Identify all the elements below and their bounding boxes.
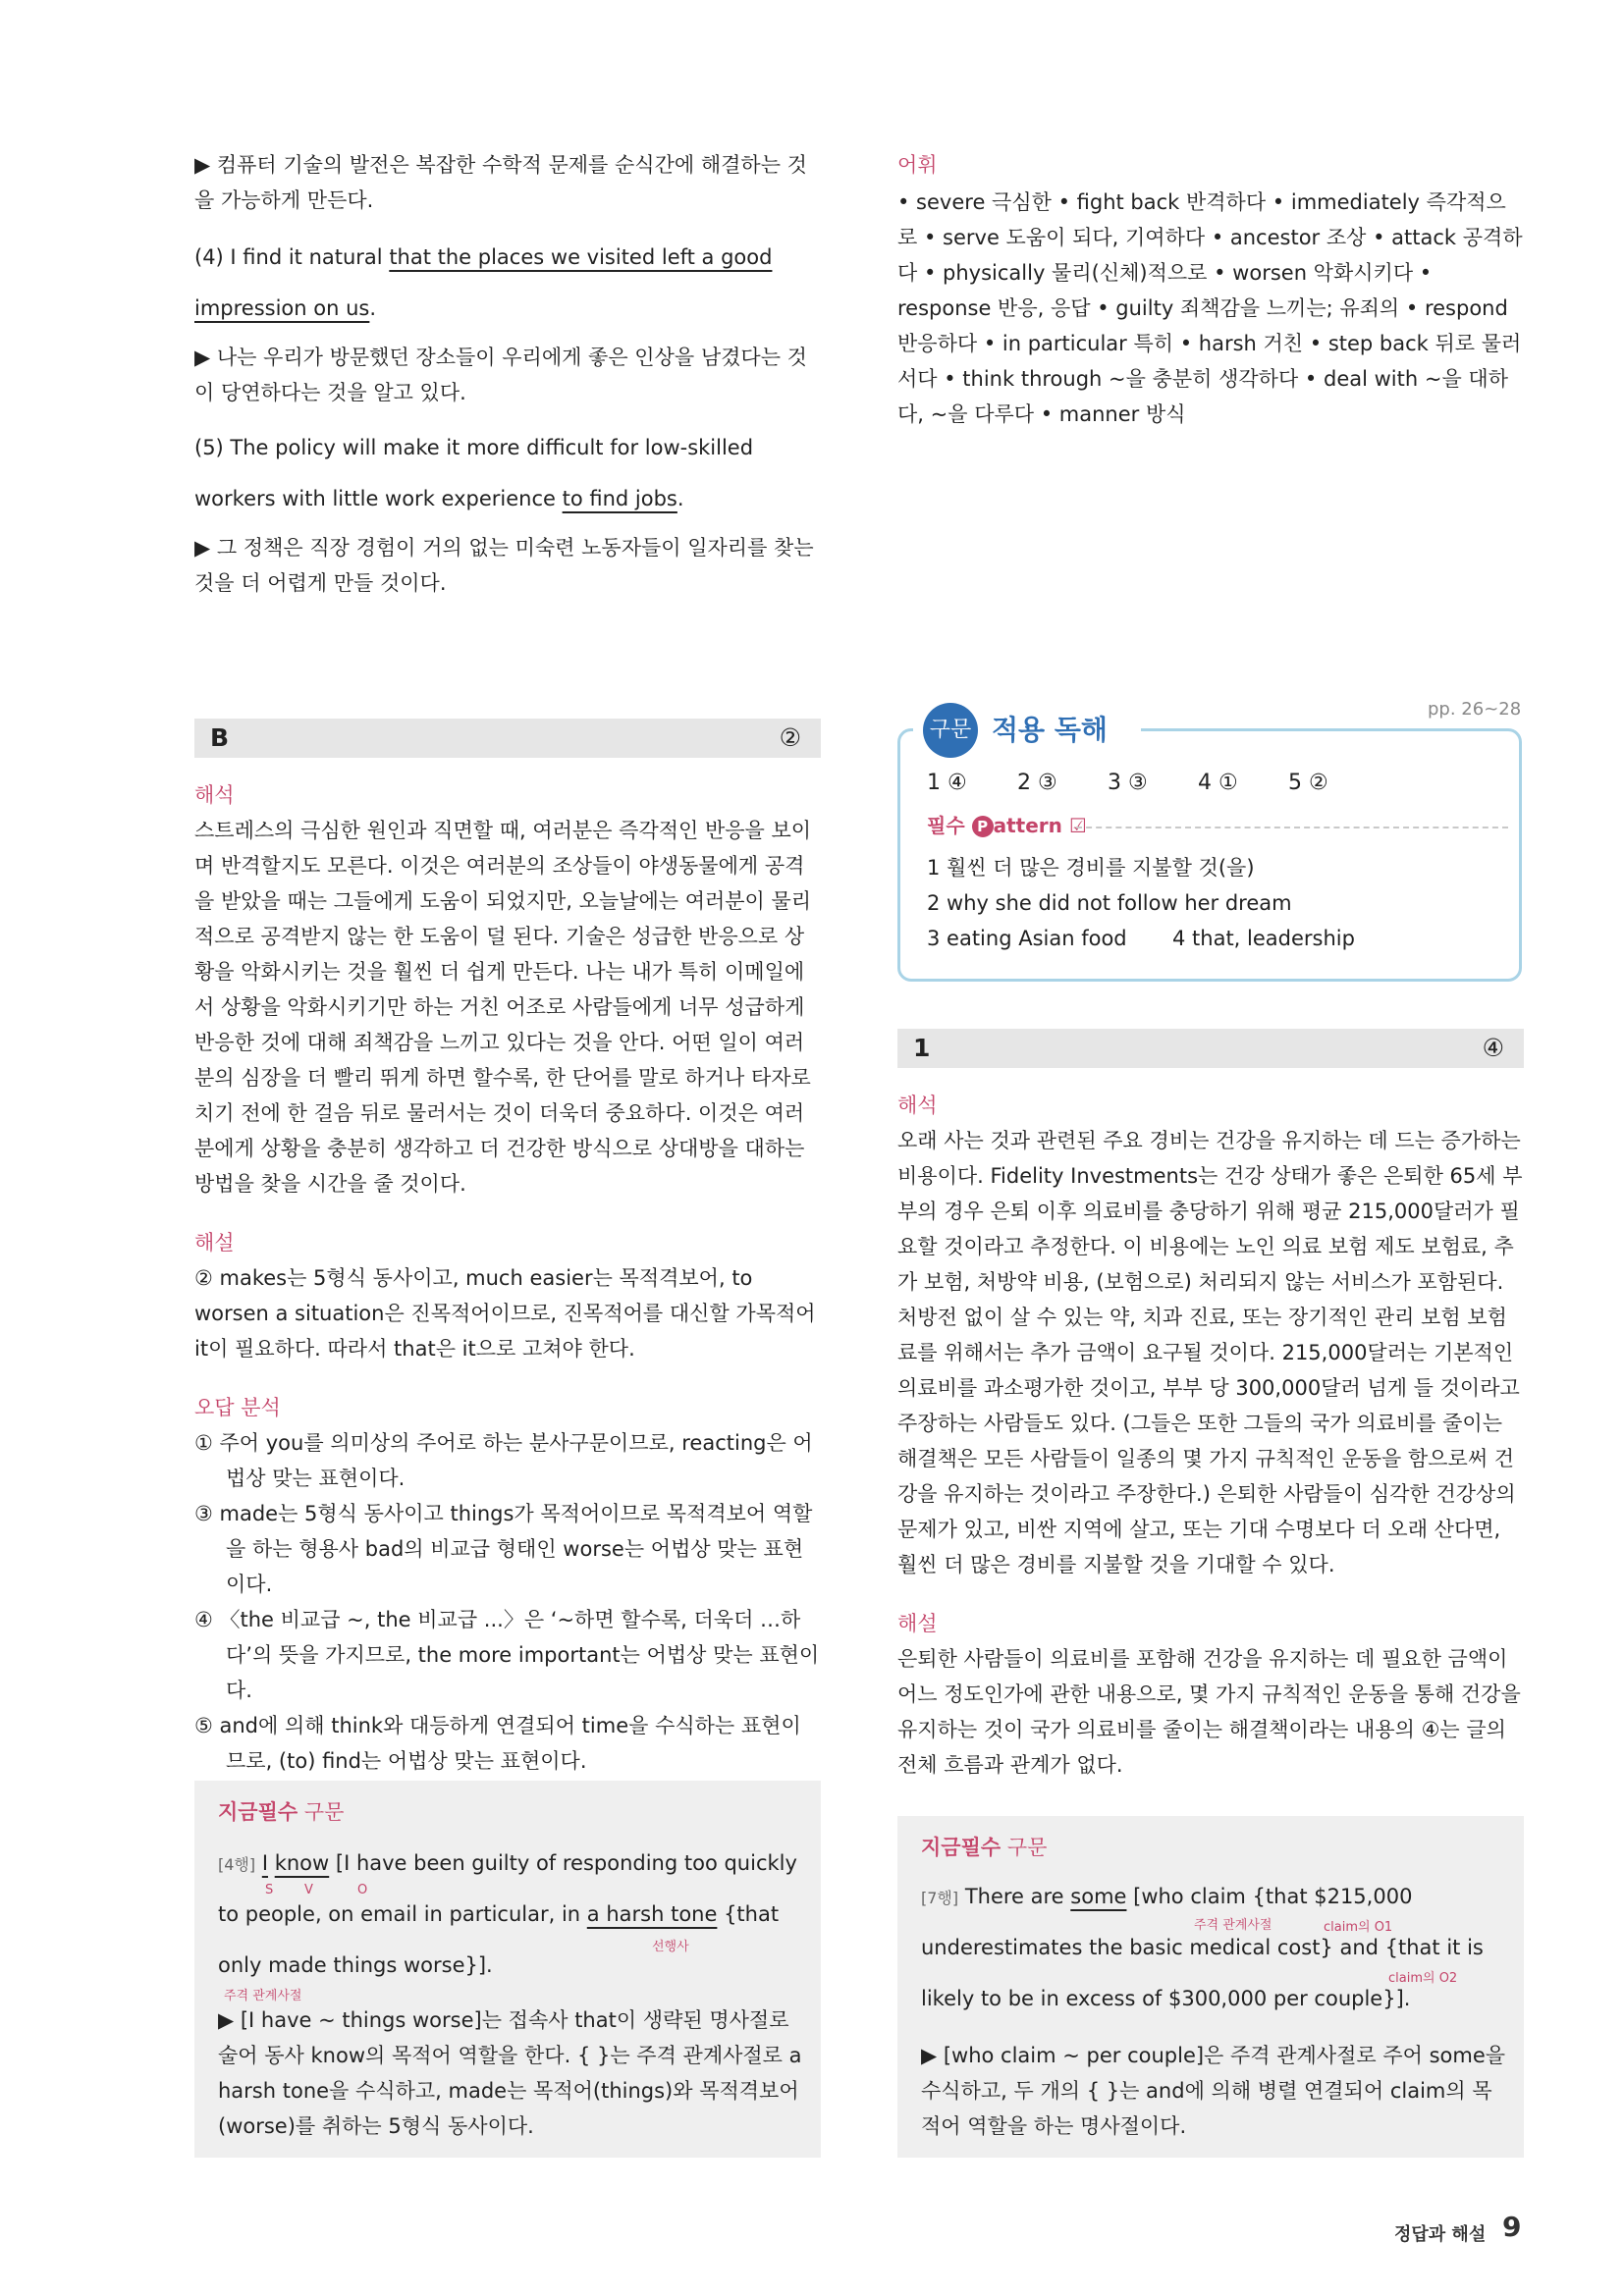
mark-object: O (357, 1883, 368, 1897)
section-b-label: B (210, 723, 230, 752)
reading-answer: 1 ④ (927, 771, 967, 795)
section-b-box-line2: to people, on email in particular, in a harsh tone {that (218, 1902, 780, 1926)
mark-relative-clause: 주격 관계사절 (224, 1989, 302, 2003)
answer-translation-5: ▶ 그 정책은 직장 경험이 거의 없는 미숙련 노동자들이 일자리를 찾는 것을 더 어렵게 만들 것이다. (194, 536, 814, 595)
section-1-box-explain: ▶ [who claim ~ per couple]은 주격 관계사절로 주어 some을 수식하고, 두 개의 { }는 and에 의해 병렬 연결되어 claim의 목적어 역할을 하는 명사절이다. (921, 2044, 1506, 2138)
pattern-dashed-rule (1076, 827, 1508, 828)
reading-box-pages: pp. 26~28 (1428, 699, 1522, 720)
section-1-box-title: 지금필수 구문 (921, 1836, 1048, 1859)
section-1-explain: 은퇴한 사람들이 의료비를 포함해 건강을 유지하는 데 필요한 금액이 어느 정도인가에 관한 내용으로, 몇 가지 규칙적인 운동을 통해 건강을 유지하는 것이 국가 의료비를 줄이는 해결책이라는 내용의 ④는 글의 전체 흐름과 관계가 없다. (897, 1647, 1521, 1777)
reading-answer: 5 ② (1288, 771, 1328, 795)
section-b-wrong-heading: 오답 분석 (194, 1396, 281, 1419)
answer-translation-4: ▶ 나는 우리가 방문했던 장소들이 우리에게 좋은 인상을 남겼다는 것이 당연하다는 것을 알고 있다. (194, 346, 807, 404)
section-b-grammar-box (194, 1781, 821, 2158)
answer-translation-3: ▶ 컴퓨터 기술의 발전은 복잡한 수학적 문제를 순식간에 해결하는 것을 가능하게 만든다. (194, 153, 807, 212)
section-1-body (897, 1088, 1524, 1783)
section-1-box-line1: [7행] There are some [who claim {that $215,000 (921, 1885, 1413, 1908)
section-b-header (194, 719, 821, 758)
section-1-grammar-box (897, 1816, 1524, 2158)
checkbox-icon: ☑ (1068, 814, 1087, 837)
section-1-box-line2: underestimates the basic medical cost} and {that it is (921, 1936, 1484, 1959)
section-1-label: 1 (913, 1034, 931, 1062)
section-1-explain-heading: 해설 (897, 1612, 938, 1635)
wrong-item: ⑤ and에 의해 think와 대등하게 연결되어 time을 수식하는 표현이므로, (to) find는 어법상 맞는 표현이다. (194, 1714, 801, 1773)
question-4: (4) I find it natural that the places we visited left a good impression on us. (194, 245, 773, 320)
footer-label: 정답과 해설 (1394, 2224, 1487, 2245)
section-b-body (194, 777, 821, 1779)
mark-verb: V (304, 1883, 313, 1897)
section-b-explain: ② makes는 5형식 동사이고, much easier는 목적격보어, to worsen a situation은 진목적어이므로, 진목적어를 대신할 가목적어 it이 필요하다. 따라서 that은 it으로 고쳐야 한다. (194, 1266, 816, 1361)
reading-answer: 2 ③ (1017, 771, 1057, 795)
pattern-heading: 필수 P attern ☑ (927, 814, 1087, 837)
reading-badge: 구문 (923, 703, 978, 758)
mark-object-1: claim의 O1 (1324, 1920, 1393, 1935)
section-b-box-line3: only made things worse}]. (218, 1953, 493, 1977)
pattern-item: 1 훨씬 더 많은 경비를 지불할 것(을) (927, 856, 1255, 880)
pattern-item: 4 that, leadership (1172, 927, 1355, 950)
pattern-item: 3 eating Asian food (927, 927, 1127, 950)
section-1-box-line3: likely to be in excess of $300,000 per couple}]. (921, 1987, 1411, 2010)
page-number: 9 (1502, 2211, 1522, 2243)
section-b-box-title: 지금필수 구문 (218, 1800, 345, 1824)
question-5: (5) The policy will make it more difficult for low-skilled workers with little work experience to find jobs. (194, 436, 754, 510)
mark-relative-clause: 주격 관계사절 (1194, 1918, 1272, 1933)
wrong-item: ① 주어 you를 의미상의 주어로 하는 분사구문이므로, reacting은 어법상 맞는 표현이다. (194, 1431, 813, 1490)
section-1-translation: 오래 사는 것과 관련된 주요 경비는 건강을 유지하는 데 드는 증가하는 비용이다. Fidelity Investments는 건강 상태가 좋은 은퇴한 65세 부부의 경우 은퇴 이후 의료비를 충당하기 위해 평균 215,000달러가 필요할 것이라고 추정한다. 이 비용에는 노인 의료 보험 제도 보험료, 추가 보험, 처방약 비용, (보험으로) 처리되지 않는 서비스가 포함된다. 처방전 없이 살 수 있는 약, 치과 진료, 또는 장기적인 관리 보험 보험료를 위해서는 추가 금액이 요구될 것이다. 215,000달러는 기본적인 의료비를 과소평가한 것이고, 부부 당 300,000달러 넘게 들 것이라고 주장하는 사람들도 있다. (그들은 또한 그들의 국가 의료비를 줄이는 해결책은 모든 사람들이 일종의 몇 가지 규칙적인 운동을 함으로써 건강을 유지하는 것이라고 주장한다.) 은퇴한 사람들이 심각한 건강상의 문제가 있고, 비싼 지역에 살고, 또는 기대 수명보다 더 오래 산다면, 훨씬 더 많은 경비를 지불할 것을 기대할 수 있다. (897, 1129, 1523, 1576)
vocab-heading: 어휘 (897, 153, 938, 177)
section-1-answer: ④ (1482, 1034, 1504, 1062)
vocab-list: • severe 극심한 • fight back 반격하다 • immediately 즉각적으로 • serve 도움이 되다, 기여하다 • ancestor 조상 • attack 공격하다 • physically 물리(신체)적으로 • worsen 악화시키다 • response 반응, 응답 • guilty 죄책감을 느끼는; 유죄의 • respond 반응하다 • in particular 특히 • harsh 거친 • step back 뒤로 물러서다 • think through ~을 충분히 생각하다 • deal with ~을 대하다, ~을 다루다 • manner 방식 (897, 190, 1523, 426)
pattern-item: 2 why she did not follow her dream (927, 891, 1292, 915)
left-top-column (194, 147, 821, 601)
section-b-translation: 스트레스의 극심한 원인과 직면할 때, 여러분은 즉각적인 반응을 보이며 반격할지도 모른다. 이것은 여러분의 조상들이 야생동물에게 공격을 받았을 때는 그들에게 도움이 되었지만, 오늘날에는 여러분이 물리적으로 공격받지 않는 한 도움이 덜 된다. 기술은 성급한 반응으로 상황을 악화시키는 것을 훨씬 더 쉽게 만든다. 나는 내가 특히 이메일에서 상황을 악화시키기만 하는 거친 어조로 사람들에게 너무 성급하게 반응한 것에 대해 죄책감을 느끼고 있다는 것을 안다. 어떤 일이 여러분의 심장을 더 빨리 뛰게 하면 할수록, 한 단어를 말로 하거나 타자로 치기 전에 한 걸음 뒤로 물러서는 것이 더욱더 중요하다. 이것은 여러분에게 상황을 충분히 생각하고 더 건강한 방식으로 상대방을 대하는 방법을 찾을 시간을 줄 것이다. (194, 819, 812, 1196)
reading-box-title: 적용 독해 (992, 714, 1108, 746)
section-b-explain-heading: 해설 (194, 1231, 235, 1255)
wrong-item: ④ 〈the 비교급 ~, the 비교급 ...〉은 ‘~하면 할수록, 더욱더 …하다’의 뜻을 가지므로, the more important는 어법상 맞는 표현이다. (194, 1608, 820, 1702)
reading-answer: 4 ① (1198, 771, 1238, 795)
reading-answer: 3 ③ (1108, 771, 1148, 795)
section-1-header (897, 1029, 1524, 1068)
mark-subject: S (265, 1883, 274, 1897)
section-b-answer: ② (779, 723, 801, 752)
reading-answers (927, 766, 1379, 801)
wrong-item: ③ made는 5형식 동사이고 things가 목적어이므로 목적격보어 역할을 하는 형용사 bad의 비교급 형태인 worse는 어법상 맞는 표현이다. (194, 1502, 813, 1596)
section-1-translation-heading: 해석 (897, 1094, 938, 1117)
mark-antecedent: 선행사 (652, 1940, 689, 1954)
section-b-box-explain: ▶ [I have ~ things worse]는 접속사 that이 생략된 명사절로 술어 동사 know의 목적어 역할을 한다. { }는 주격 관계사절로 a harsh tone을 수식하고, made는 목적어(things)와 목적격보어(worse)를 취하는 5형식 동사이다. (218, 2008, 802, 2138)
pattern-p-icon: P (972, 816, 994, 837)
section-b-translation-heading: 해석 (194, 783, 235, 807)
section-b-box-line1: [4행] I know [I have been guilty of responding too quickly (218, 1851, 797, 1875)
pattern-items (927, 850, 1355, 956)
mark-object-2: claim의 O2 (1388, 1971, 1458, 1986)
